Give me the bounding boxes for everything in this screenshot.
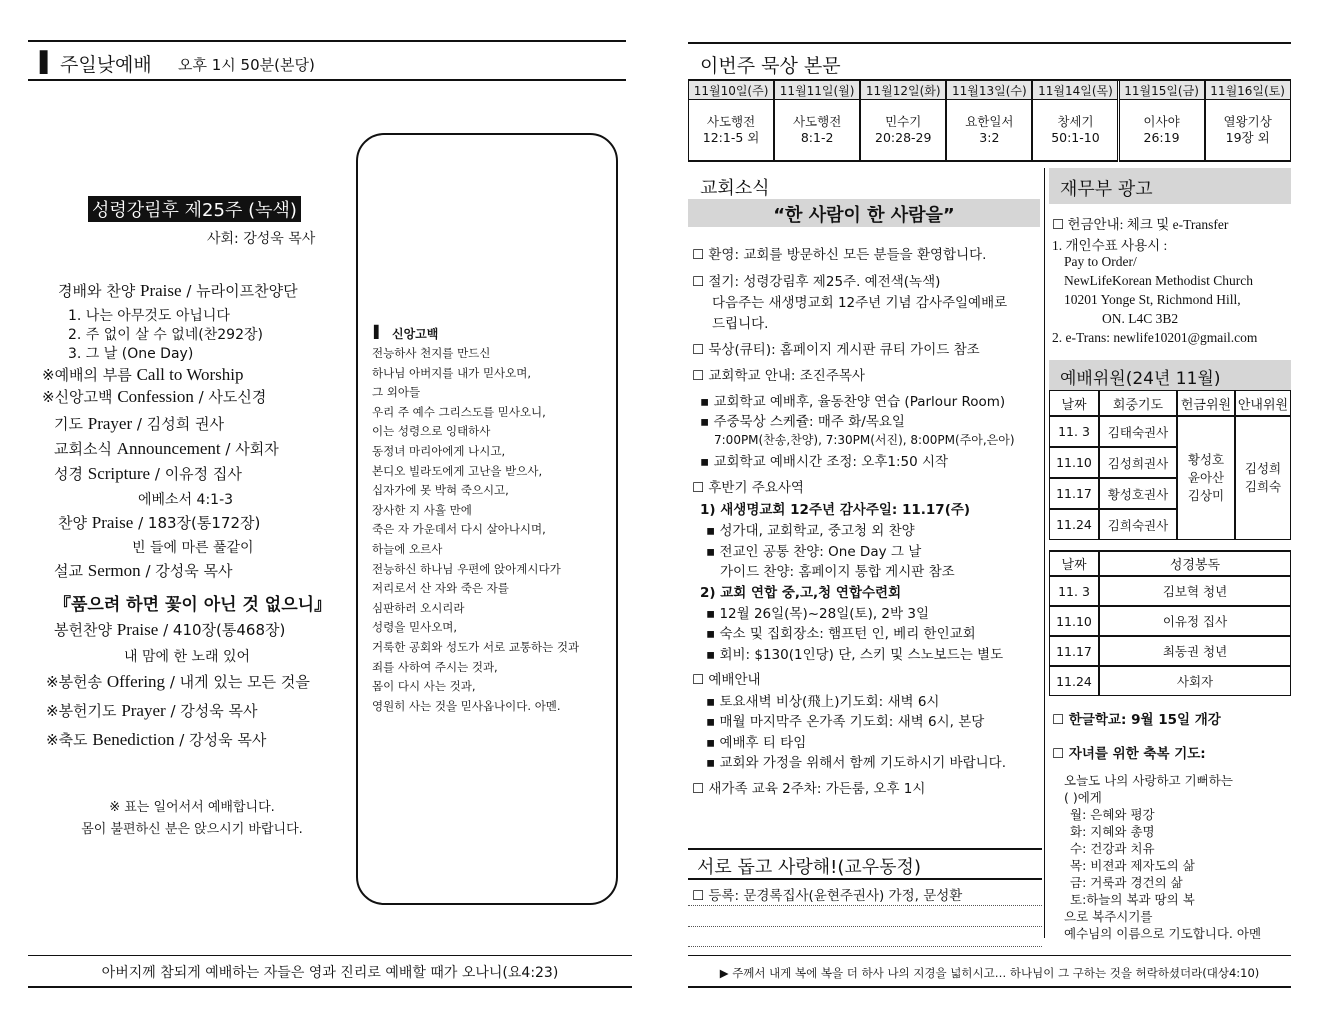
care-title: 서로 돕고 사랑해!(교우동정) — [697, 857, 921, 878]
news-item: 드립니다. — [712, 316, 769, 332]
blessing-title: ☐ 자녀를 위한 축복 기도: — [1052, 746, 1206, 762]
order-announcement — [54, 438, 279, 459]
meditation-cell — [1119, 100, 1205, 162]
offering-committee — [1177, 416, 1235, 540]
creed-line: 전능하사 천지를 만드신 — [372, 346, 491, 360]
standing-note: ※ 표는 일어서서 예배합니다. — [109, 800, 275, 815]
creed-box — [356, 133, 618, 905]
order-ko: 봉헌찬양 — [54, 621, 112, 639]
order-who: / 410장(통468장) — [163, 621, 286, 639]
servants-prayer: 황성호권사 — [1099, 478, 1177, 509]
finance-title: 재무부 광고 — [1060, 179, 1153, 200]
right-footer-rule-top — [688, 955, 1291, 956]
order-ko: 설교 — [54, 562, 83, 580]
blessing-line: 으로 복주시기를 — [1064, 909, 1153, 924]
servants-prayer: 김태숙권사 — [1099, 416, 1177, 447]
news-item: ▪ 교회학교 예배후, 율동찬양 연습 (Parlour Room) — [700, 394, 1006, 410]
news-item: ☐ 새가족 교육 2주차: 가든룸, 오후 1시 — [692, 781, 926, 797]
meditation-book: 민수기 — [885, 114, 922, 129]
creed-line: 몸이 다시 사는 것과, — [372, 679, 476, 694]
order-who: / 강성욱 목사 — [170, 702, 258, 720]
blessing-line: ( )에게 — [1064, 790, 1102, 805]
order-ko: 경배와 찬양 — [58, 282, 136, 300]
usher-name: 김성희 — [1244, 461, 1282, 476]
hangul-school: ☐ 한글학교: 9월 15일 개강 — [1052, 712, 1221, 728]
meditation-ref: 8:1-2 — [800, 130, 834, 145]
creed-line: 본디오 빌라도에게 고난을 받으사, — [372, 463, 543, 478]
seated-note: 몸이 불편하신 분은 앉으시기 바랍니다. — [81, 822, 303, 837]
creed-marker: ▌ — [374, 325, 384, 339]
order-who: / 183장(통172장) — [138, 514, 261, 532]
blessing-line: 화: 지혜와 총명 — [1070, 824, 1155, 839]
meditation-ref: 20:28-29 — [875, 130, 932, 145]
order-prayer — [54, 413, 224, 434]
order-en: Sermon — [87, 561, 141, 580]
meditation-date: 11월15일(금) — [1119, 80, 1205, 100]
meditation-book: 이사야 — [1143, 114, 1180, 129]
meditation-cell — [946, 100, 1032, 162]
creed-line: 심판하러 오시리라 — [372, 600, 465, 615]
right-top-rule — [688, 42, 1291, 44]
meditation-ref: 3:2 — [979, 130, 1000, 145]
news-item: ▪ 전교인 공통 찬양: One Day 그 날 — [706, 544, 922, 560]
finance-line: ☐ 헌금안내: 체크 및 e-Transfer — [1052, 217, 1229, 232]
order-en: Praise — [140, 281, 182, 300]
finance-line: 2. e-Trans: newlife10201@gmail.com — [1052, 330, 1258, 345]
left-footer-verse: 아버지께 참되게 예배하는 자들은 영과 진리로 예배할 때가 오나니(요4:23) — [101, 965, 559, 981]
order-offering-prayer — [46, 700, 258, 721]
meditation-cell — [688, 100, 774, 162]
news-title: 교회소식 — [700, 178, 770, 199]
creed-line: 십자가에 못 박혀 죽으시고, — [372, 483, 509, 498]
news-item: ▪ 교회학교 예배시간 조정: 오후1:50 시작 — [700, 454, 949, 470]
servants-header: 안내위원 — [1235, 390, 1291, 416]
order-en: Praise — [116, 620, 159, 639]
news-item: 1) 새생명교회 12주년 감사주일: 11.17(주) — [700, 502, 971, 518]
order-praise — [58, 280, 298, 301]
servants-header: 날짜 — [1049, 390, 1099, 416]
meditation-book: 사도행전 — [706, 114, 756, 129]
blessing-line: 토:하늘의 복과 땅의 복 — [1070, 892, 1195, 907]
creed-line: 죽은 자 가운데서 다시 살아나시며, — [372, 522, 546, 537]
praise-song-1: 1. 나는 아무것도 아닙니다 — [68, 308, 230, 324]
order-ko: ※예배의 부름 — [42, 366, 132, 384]
order-who: / 강성욱 목사 — [145, 562, 233, 580]
order-ko: ※신앙고백 — [42, 388, 113, 406]
order-en: Prayer — [121, 701, 166, 720]
order-call-to-worship — [42, 364, 244, 385]
reading-name: 최동권 청년 — [1099, 636, 1291, 666]
blessing-line: 월: 은혜와 평강 — [1070, 807, 1155, 822]
news-item: 7:00PM(찬송,찬양), 7:30PM(서진), 8:00PM(주아,은아) — [714, 433, 1015, 447]
praise-title: 빈 들에 마른 풀같이 — [132, 540, 254, 556]
order-en: Praise — [91, 513, 134, 532]
news-item: ▪ 12월 26일(목)~28일(토), 2박 3일 — [706, 606, 929, 622]
reading-date: 11.17 — [1049, 636, 1099, 666]
offering-committee-name: 김상미 — [1187, 488, 1225, 503]
reading-date: 11. 3 — [1049, 576, 1099, 606]
meditation-cell — [774, 100, 860, 162]
creed-line: 장사한 지 사흘 만에 — [372, 502, 472, 517]
servants-date: 11. 3 — [1049, 416, 1099, 447]
meditation-ref: 50:1-10 — [1051, 130, 1100, 145]
order-ko: 찬양 — [58, 514, 87, 532]
news-item: ☐ 묵상(큐티): 홈페이지 게시판 큐티 가이드 참조 — [692, 342, 980, 358]
order-en: Call to Worship — [136, 365, 244, 384]
servants-date: 11.24 — [1049, 509, 1099, 540]
creed-line: 이는 성령으로 잉태하사 — [372, 424, 491, 439]
meditation-date: 11월16일(토) — [1205, 80, 1291, 100]
meditation-book: 요한일서 — [965, 114, 1014, 129]
left-footer-rule-bottom — [28, 986, 632, 988]
order-who: / 사도신경 — [198, 388, 267, 406]
blessing-line: 목: 비젼과 제자도의 삶 — [1070, 858, 1195, 873]
reading-name: 사회자 — [1099, 666, 1291, 696]
order-benediction — [46, 729, 266, 750]
reading-header: 성경봉독 — [1099, 550, 1291, 576]
finance-line: 1. 개인수표 사용시 : — [1052, 238, 1168, 253]
creed-line: 성령을 믿사오며, — [372, 620, 458, 635]
servants-prayer: 김희숙권사 — [1099, 509, 1177, 540]
order-who: / 강성욱 목사 — [179, 731, 267, 749]
creed-line: 하늘에 오르사 — [372, 542, 443, 556]
order-ko: ※봉헌기도 — [46, 702, 117, 720]
servants-date: 11.17 — [1049, 478, 1099, 509]
meditation-date: 11월10일(주) — [688, 80, 774, 100]
order-en: Announcement — [116, 439, 221, 458]
finance-line: Pay to Order/ — [1064, 254, 1137, 269]
service-title: 주일낮예배 — [60, 54, 152, 76]
meditation-cell — [860, 100, 946, 162]
meditation-cell — [1032, 100, 1118, 162]
order-offering — [46, 671, 310, 692]
order-ko: ※봉헌송 — [46, 673, 103, 691]
blessing-line: 수: 건강과 치유 — [1070, 841, 1155, 856]
news-item: ▪ 숙소 및 집회장소: 햄프턴 인, 베리 한인교회 — [706, 626, 976, 642]
news-item: ▪ 토요새벽 비상(飛上)기도회: 새벽 6시 — [706, 694, 940, 710]
meditation-cell — [1205, 100, 1291, 162]
news-item: ☐ 환영: 교회를 방문하신 모든 분들을 환영합니다. — [692, 247, 987, 263]
meditation-date: 11월12일(화) — [860, 80, 946, 100]
meditation-book: 사도행전 — [792, 114, 842, 129]
creed-line: 우리 주 예수 그리스도를 믿사오니, — [372, 404, 546, 419]
order-who: / 사회자 — [225, 440, 279, 458]
right-footer-verse: ▶ 주께서 내게 복에 복을 더 하사 나의 지경을 넓히시고… 하나님이 그 구하는 것을 허락하셨더라(대상4:10) — [719, 966, 1260, 980]
care-line: ☐ 등록: 문경록집사(윤현주권사) 가정, 문성환 — [692, 888, 963, 904]
care-dotline-1 — [688, 905, 1042, 906]
praise-song-3: 3. 그 날 (One Day) — [68, 346, 194, 362]
creed-line: 동정녀 마리아에게 나시고, — [372, 444, 506, 458]
news-item: ☐ 후반기 주요사역 — [692, 480, 804, 496]
offering-praise-title: 내 맘에 한 노래 있어 — [124, 649, 250, 665]
meditation-date: 11월11일(월) — [774, 80, 860, 100]
news-item: 다음주는 새생명교회 12주년 기념 감사주일예배로 — [712, 295, 1008, 311]
creed-line: 하나님 아버지를 내가 믿사오며, — [372, 365, 532, 380]
news-banner: “한 사람이 한 사람을” — [773, 205, 955, 226]
order-en: Confession — [117, 387, 194, 406]
meditation-book: 열왕기상 — [1223, 114, 1272, 129]
creed-title: 신앙고백 — [392, 327, 439, 341]
news-item: ☐ 교회학교 안내: 조진주목사 — [692, 368, 865, 384]
creed-line: 전능하신 하나님 우편에 앉아계시다가 — [372, 561, 561, 576]
order-who: / 이유정 집사 — [154, 465, 242, 483]
order-en: Offering — [106, 672, 166, 691]
right-column-divider — [1044, 168, 1045, 938]
ushers — [1235, 416, 1291, 540]
meditation-title: 이번주 묵상 본문 — [700, 55, 841, 77]
creed-line: 그 외아들 — [372, 385, 421, 400]
order-who: / 뉴라이프찬양단 — [186, 282, 298, 300]
meditation-date: 11월14일(목) — [1032, 80, 1118, 100]
meditation-date: 11월13일(수) — [946, 80, 1032, 100]
season-title: 성령강림후 제25주 (녹색) — [88, 196, 301, 222]
order-who: / 김성희 권사 — [136, 415, 224, 433]
blessing-line: 금: 거룩과 경건의 삶 — [1070, 875, 1183, 890]
order-en: Scripture — [87, 464, 151, 483]
finance-line: NewLifeKorean Methodist Church — [1064, 273, 1253, 288]
finance-line: 10201 Yonge St, Richmond Hill, — [1064, 292, 1241, 307]
service-time: 오후 1시 50분(본당) — [178, 56, 315, 74]
servants-prayer: 김성희권사 — [1099, 447, 1177, 478]
meditation-ref: 19장 외 — [1225, 130, 1270, 145]
creed-line: 죄를 사하여 주시는 것과, — [372, 659, 498, 674]
order-scripture — [54, 463, 242, 484]
right-footer-rule-bottom — [688, 986, 1291, 988]
blessing-line: 오늘도 나의 사랑하고 기뻐하는 — [1064, 773, 1233, 788]
meditation-ref: 12:1-5 외 — [702, 130, 760, 145]
reading-header: 날짜 — [1049, 550, 1099, 576]
order-ko: 성경 — [54, 465, 83, 483]
care-top-rule — [688, 848, 1042, 850]
news-item: 2) 교회 연합 중,고,청 연합수련회 — [700, 585, 902, 601]
news-item: 가이드 찬양: 홈페이지 통합 게시판 참조 — [720, 564, 955, 580]
meditation-book: 창세기 — [1057, 114, 1094, 129]
left-top-rule — [28, 40, 626, 42]
offering-committee-name: 황성호 — [1187, 452, 1225, 467]
news-item: ▪ 교회와 가정을 위해서 함께 기도하시기 바랍니다. — [706, 755, 1007, 771]
finance-line: ON. L4C 3B2 — [1102, 311, 1179, 326]
servants-header: 회중기도 — [1099, 390, 1177, 416]
care-title-rule — [688, 878, 1042, 880]
creed-line: 영원히 사는 것을 믿사옵나이다. 아멘. — [372, 698, 561, 713]
care-dotline-3 — [688, 946, 1042, 947]
news-item: ☐ 절기: 성령강림후 제25주. 예전색(녹색) — [692, 274, 941, 290]
left-footer-rule-top — [28, 955, 632, 956]
meditation-ref: 26:19 — [1143, 130, 1180, 145]
news-item: ▪ 예배후 티 타임 — [706, 735, 807, 751]
news-item: ▪ 매월 마지막주 온가족 기도회: 새벽 6시, 본당 — [706, 714, 985, 730]
order-sermon — [54, 560, 232, 581]
news-item: ☐ 예배안내 — [692, 672, 761, 688]
presider: 사회: 강성욱 목사 — [207, 231, 316, 247]
news-item: ▪ 성가대, 교회학교, 중고청 외 찬양 — [706, 523, 915, 539]
creed-line: 거룩한 공회와 성도가 서로 교통하는 것과 — [372, 640, 580, 654]
news-item: ▪ 주중묵상 스케쥴: 매주 화/목요일 — [700, 414, 905, 430]
reading-name: 이유정 집사 — [1099, 606, 1291, 636]
left-header-rule — [28, 79, 626, 81]
reading-date: 11.24 — [1049, 666, 1099, 696]
left-header-marker: ▌ — [40, 50, 56, 74]
order-ko: ※축도 — [46, 731, 88, 749]
blessing-line: 예수님의 이름으로 기도합니다. 아멘 — [1064, 926, 1262, 941]
creed-line: 저리로서 산 자와 죽은 자를 — [372, 581, 509, 596]
care-dotline-2 — [688, 926, 1042, 927]
order-ko: 교회소식 — [54, 440, 112, 458]
order-offering-praise — [54, 619, 285, 640]
order-who: / 내게 있는 모든 것을 — [169, 673, 310, 691]
praise-song-2: 2. 주 없이 살 수 없네(찬292장) — [68, 327, 263, 343]
servants-header: 헌금위원 — [1177, 390, 1235, 416]
scripture-ref: 에베소서 4:1-3 — [138, 492, 234, 508]
offering-committee-name: 윤아산 — [1187, 470, 1225, 485]
reading-name: 김보혁 청년 — [1099, 576, 1291, 606]
sermon-title: 『품으려 하면 꽃이 아닌 것 없으니』 — [54, 595, 332, 615]
order-confession — [42, 386, 266, 407]
order-ko: 기도 — [54, 415, 83, 433]
order-en: Benediction — [92, 730, 175, 749]
order-en: Prayer — [87, 414, 133, 433]
servants-title: 예배위원(24년 11월) — [1060, 369, 1221, 389]
reading-date: 11.10 — [1049, 606, 1099, 636]
order-praise-2 — [58, 512, 260, 533]
servants-date: 11.10 — [1049, 447, 1099, 478]
news-item: ▪ 회비: $130(1인당) 단, 스키 및 스노보드는 별도 — [706, 647, 1004, 663]
usher-name: 김희숙 — [1244, 479, 1282, 494]
